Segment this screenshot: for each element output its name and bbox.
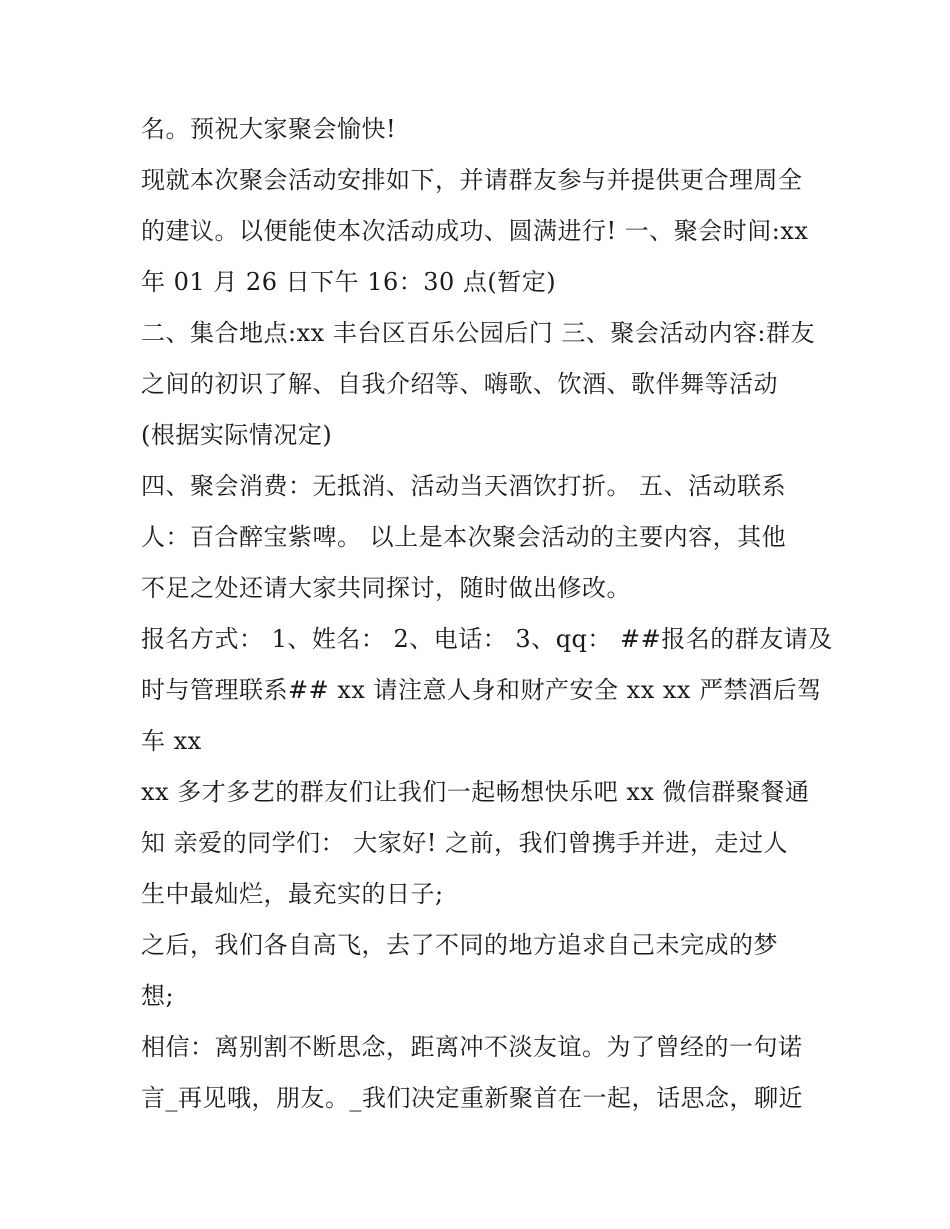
text-line: 之间的初识了解、自我介绍等、嗨歌、饮酒、歌伴舞等活动 bbox=[141, 370, 778, 398]
text-line: 知 亲爱的同学们： 大家好! 之前，我们曾携手并进，走过人 bbox=[141, 829, 789, 857]
text-line: 相信：离别割不断思念，距离冲不淡友谊。为了曾经的一句诺 bbox=[141, 1033, 803, 1061]
text-line: 年 01 月 26 日下午 16：30 点(暂定) bbox=[141, 268, 557, 296]
text-line: 报名方式： 1、姓名： 2、电话： 3、qq： ##报名的群友请及 bbox=[141, 625, 833, 653]
text-line: 现就本次聚会活动安排如下，并请群友参与并提供更合理周全 bbox=[141, 166, 803, 194]
text-line: 言_再见哦，朋友。_我们决定重新聚首在一起，话思念，聊近 bbox=[141, 1084, 803, 1112]
text-line: 的建议。以便能使本次活动成功、圆满进行! 一、聚会时间:xx bbox=[141, 217, 809, 245]
text-line: 二、集合地点:xx 丰台区百乐公园后门 三、聚会活动内容:群友 bbox=[141, 319, 815, 347]
text-line: 想; bbox=[141, 982, 175, 1010]
text-line: 名。预祝大家聚会愉快! bbox=[141, 115, 397, 143]
text-line: 四、聚会消费：无抵消、活动当天酒饮打折。 五、活动联系 bbox=[141, 472, 787, 500]
text-line: (根据实际情况定) bbox=[141, 421, 333, 449]
text-line: 生中最灿烂，最充实的日子; bbox=[141, 880, 444, 908]
text-line: 车 xx bbox=[141, 727, 202, 755]
text-line: 时与管理联系## xx 请注意人身和财产安全 xx xx 严禁酒后驾 bbox=[141, 676, 822, 704]
text-line: 不足之处还请大家共同探讨，随时做出修改。 bbox=[141, 574, 631, 602]
text-line: 之后，我们各自高飞，去了不同的地方追求自己未完成的梦 bbox=[141, 931, 778, 959]
text-line: 人：百合醉宝紫啤。 以上是本次聚会活动的主要内容，其他 bbox=[141, 523, 787, 551]
text-line: xx 多才多艺的群友们让我们一起畅想快乐吧 xx 微信群聚餐通 bbox=[141, 778, 810, 806]
